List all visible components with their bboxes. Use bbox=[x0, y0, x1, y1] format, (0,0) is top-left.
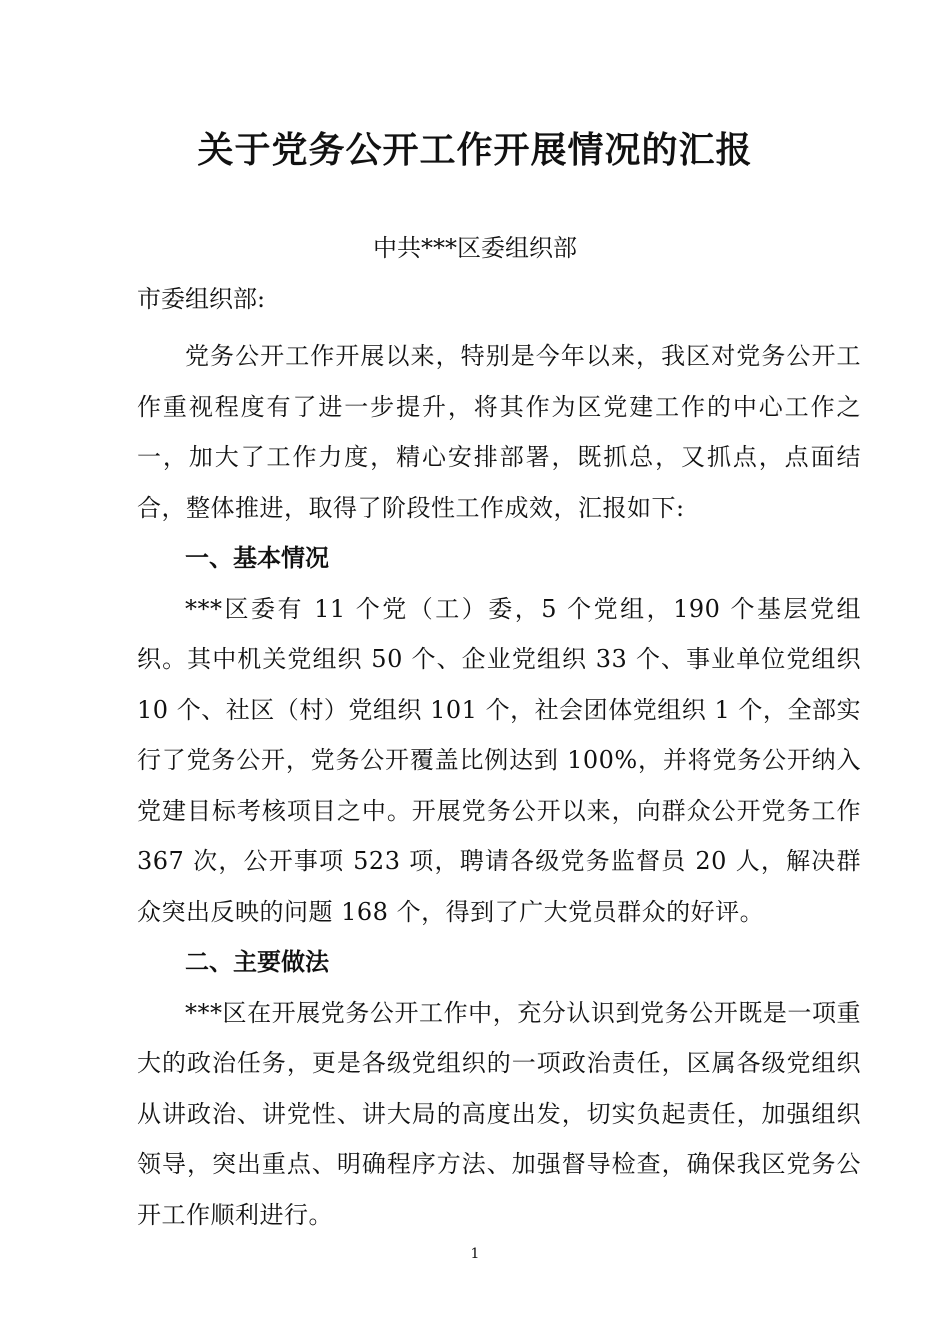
issuing-organization: 中共***区委组织部 bbox=[373, 234, 577, 262]
document-title: 关于党务公开工作开展情况的汇报 bbox=[197, 130, 753, 171]
intro-paragraph: 党务公开工作开展以来，特别是今年以来，我区对党务公开工作重视程度有了进一步提升，将其作为区党建工作的中心工作之一，加大了工作力度，精心安排部署，既抓总，又抓点，点面结合，整体推进，取得了阶段性工作成效，汇报如下: bbox=[137, 342, 861, 522]
section-heading-basic: 一、基本情况 bbox=[185, 544, 329, 572]
main-methods-paragraph: ***区在开展党务公开工作中，充分认识到党务公开既是一项重大的政治任务，更是各级党组织的一项政治责任，区属各级党组织从讲政治、讲党性、讲大局的高度出发，切实负起责任，加强组织领导，突出重点、明确程序方法、加强督导检查，确保我区党务公开工作顺利进行。 bbox=[137, 998, 861, 1229]
salutation: 市委组织部: bbox=[137, 285, 266, 313]
page-number: 1 bbox=[470, 1246, 480, 1262]
document-body bbox=[137, 331, 861, 1240]
section-heading-methods: 二、主要做法 bbox=[185, 948, 329, 976]
basic-situation-paragraph: ***区委有 11 个党（工）委，5 个党组，190 个基层党组织。其中机关党组织 50 个、企业党组织 33 个、事业单位党组织 10 个、社区（村）党组织 101 个，社会团体党组织 1 个，全部实行了党务公开，党务公开覆盖比例达到 100%，并将党务公开纳入党建目标考核项目之中。开展党务公开以来，向群众公开党务工作 367 次，公开事项 523 项，聘请各级党务监督员 20 人，解决群众突出反映的问题 168 个，得到了广大党员群众的好评。 bbox=[137, 594, 861, 926]
